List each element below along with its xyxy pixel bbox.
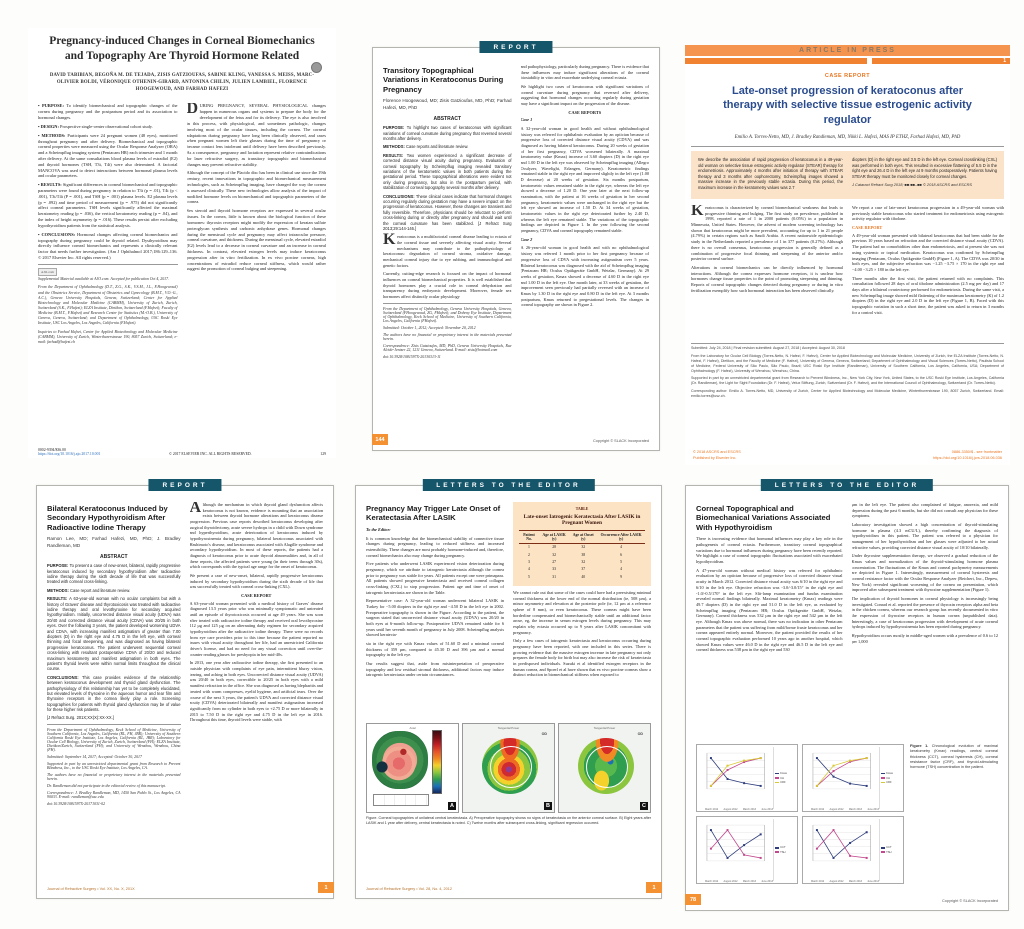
ajo-com-badge: AJO.com (38, 268, 57, 276)
paragraph: Laboratory investigation showed a high concentration of thyroid-stimulating hormone in plasma (4.3 mCU/L), thereby confirming the diagnosis of hypothyroidism in this patient. The patient was referred to a physician for management of her hypothyroidism and her glasses were adjusted to her actual refractive values, providing corrected distance visual acuity of 10/10 bilaterally. (851, 522, 998, 550)
table-row (519, 559, 645, 566)
section-heading: CASE REPORTS (568, 109, 602, 115)
article-title: Late-onset progression of keratoconus after therapy with selective tissue estrogenic activity regulator (723, 84, 972, 127)
section-banner: REPORT (479, 41, 552, 53)
paragraph: Supported in part by an unrestricted departmental grant from Research to Prevent Blindness, Inc., to the USC Roski Eye Institute, Los Angeles, CA. (47, 761, 181, 770)
data-table (513, 502, 651, 586)
table-cell: 32 (552, 552, 557, 557)
table-row (519, 551, 645, 558)
paragraph: We cannot rule out that some of the cases could have had a preexisting minimal corneal thickness at the lower end of the normal distribution (ie, 508 µm), a minor asymmetry and elevation at the posterior pole (ie, 12 µm at a reference sphere of 8 mm), or even keratoconus. These corneas might have been borderline compensated and biomechanically stable until an additional factor arose, eg, the increase in serum estrogen levels during pregnancy. This may explain why ectasia occurred up to 9 years after LASIK concomitant with pregnancy. (513, 589, 651, 635)
paragraph: Correspondence: Zisis Gatzioufas, MD, PhD, Geneva University Hospitals, Rue Alcide-Jentzer 22, 1211 Geneva, Switzerland. E-mail: zisis@hotmail.com (383, 343, 512, 352)
x-axis-labels: March 2012 August 2012 March 2013 June 2013 (811, 807, 879, 811)
orange-strip: 1 (685, 58, 1010, 64)
paragraph: Keratoconus is a multifactorial corneal disease leading to ectasia of the corneal tissue and severely affecting visual acuity. Several mechanisms may contribute to the pathophysiology of keratoconus: degradation of corneal stroma, oxidative damage, mechanical corneal injury due to eye rubbing, and immunological and genetic factors. (383, 231, 512, 268)
author-list: Florence Hoogewoud, MD; Zisis Gatzioufas, MD, PhD; Farhad Hafezi, MD, PhD (383, 98, 512, 110)
page-number-badge: 78 (685, 894, 701, 905)
table-row (519, 566, 645, 573)
table-label: TABLE (575, 507, 589, 511)
x-axis-labels: March 2012 August 2012 March 2013 June 2013 (705, 879, 773, 883)
publisher-note: © 2018 ASCRS and ESCRS Published by Elsevier Inc. (693, 450, 741, 460)
page-number: 129 (320, 452, 326, 456)
paragraph: Our results suggest that, aside from misinterpretation of preoperative topography and low residual stromal thickness, additional factors may induce iatrogenic keratectasia under certain circumstances. (366, 661, 504, 678)
paragraph: • CONCLUSIONS: Hormonal changes affecting corneal biomechanics and topography during pregnancy could be thyroid related. Dysthyroidism may directly influence corneal biomechanics and represents a clinically relevant factor that needs further investigation. (Am J Ophthalmol 2017;186:129–136. © 2017 Elsevier Inc. All rights reserved.) (38, 231, 178, 260)
figure-caption: Figure. Corneal topographies of unilateral central keratectasia. A) Preoperative topography shows no signs of keratectasia on the anterior corneal surface. B) Eight years after LASIK and 1 year after delivery, central keratectasia is noted. C) Twelve months after subsequent cross-linking, significant regression occurred. (366, 816, 651, 825)
paragraph: Case 2 (520, 236, 533, 242)
paragraph: Although the mechanism in which thyroid gland dysfunction affects keratoconus is not known, evidence is mounting that an association exists between thyroid hormone alterations and keratoconus disease progression. Previous case reports described keratoconus developing after surgical thyroidectomy, acute severe hydrops in a child with Down syndrome and hyperthyroidism, acute deterioration of keratoconus induced by hypothyroxinemia during pregnancy, bilateral keratoconus associated with Hashimoto's disease, and keratoconus associated with Alagille syndrome and secondary hypothyroidism. In most of these reports, the patients had a diagnosis of keratoconus prior to acute thyroid abnormalities and, in all of these reports, the affected patients were young (in their teens through 30s), which corresponds with the typical age range for the onset of keratoconus. (189, 502, 323, 570)
line-chart-cct-os (802, 816, 904, 884)
paragraph: Representative case: A 32-year-old woman underwent bilateral LASIK in Turkey for −5.00 diopters in the right eye and −4.50 D in the left eye in 2002. Preoperative topography is shown in the Figure. According to the patient, the surgeon stated that uncorrected distance visual acuity (UDVA) was 20/20 in both eyes at 6-month follow-up. Postoperative UDVA remained stable for 6 years until her seventh month of pregnancy in July 2008. Scheimpflug analysis showed keratecta- (366, 598, 504, 638)
author-list: DAVID TABIBIAN, BEGOÑA M. DE TEJADA, ZISIS GATZIOUFAS, SABINE KLING, VANESSA S. MEISS, MARC-OLIVIER BOLDI, VÉRONIQUE OTHENIN-GIRARD, ANTONINA CHILIN, JULIEN LAMBIEL, FLORENCE HOOGEWOUD, AND FARHAD HAFEZI (49, 72, 315, 93)
table-row (519, 574, 645, 581)
paragraph: [J Refract Surg. 201X;XX(X):XX-XX.] (47, 715, 114, 721)
page-number-badge: 144 (372, 434, 388, 445)
left-column (366, 502, 504, 720)
table-cell: 27 (552, 560, 557, 565)
topography-map-c (578, 738, 634, 794)
paragraph: A 63-year-old woman presented with a medical history of Graves' disease diagnosed 13.5 years prior who was minimally symptomatic and untreated until an episode of thyrotoxicosis occurred at age 49 years. She was soon after treated with radioactive iodine therapy and received oral levothyroxine 112 µg and 125 µg on an alternating daily regimen for secondary acquired hypothyroidism after the radioactive iodine therapy. There were no records from eye care providers prior to this time because the patient reported no issues with visual acuity throughout her life, had an unrestricted California driver's license, and had no need for any visual correction until over-the-counter reading glasses for presbyopia in her mid-40s. (189, 600, 323, 657)
column-header: Age at Onset (y) (569, 531, 597, 544)
paragraph: PURPOSE: To present a case of new-onset, bilateral, rapidly progressive keratoconus induced by secondary hypothyroidism after radioactive iodine therapy during the sixth decade of life that was successfully treated with corneal cross-linking. (47, 563, 181, 585)
table-cell: 4 (620, 567, 623, 572)
paragraph: In 2013, one year after radioactive iodine therapy, she first presented to an outside physician with complaints of eye pain, intermittent blurry vision, tearing, and aching in both eyes. Uncorrected distance visual acuity (UDVA) was 20/40 in both eyes, correctible to 20/25 in both eyes with a mild manifest refraction in the office. She was diagnosed as having blepharitis and treated with warm compresses, eyelid hygiene, and artificial tears. Over the course of the next 3 years, the patient's UDVA and corrected distance visual acuity (CDVA) deteriorated bilaterally and manifest astigmatism increased significantly from no cylinder in both eyes to +2.75 D or more bilaterally in 2015 to 7.50 D in the right eye and 4.75 D in the left eye in 2016. Throughout this time, thyroid levels were stable, with (189, 660, 323, 723)
paragraph: We describe the association of rapid progression of keratoconus in a 49-year-old woman on selective tissue estrogenic activity regulator (STEAR) therapy for endometriosis. Approximately 4 months after initiation of therapy with STEAR therapy and 3 months after oophorectomy, Scheimpflug images showed a massive increase in the previously stable ectasia. During this period, the maximum increase in the keratometry values was 2.7 (698, 157, 843, 190)
body-left-column (691, 205, 843, 341)
paragraph: A 47-year-old woman without medical history was referred for ophthalmic evaluation by an optician because of progressive loss of corrected distance visual acuity in March 2012. Corrected distance visual acuity was 6/10 in the right eye and 6/10 in the left eye. Objective refraction was -3.0/-3.0/15° in the right eye and -1.0/-0.5/170° in the left eye. Slit-lamp examination and fundus examination revealed normal findings bilaterally. Maximal keratometry (Kmax) readings were 49.7 diopters (D) in the right eye and 51.0 D in the left eye, as evaluated by Scheimpflug imaging (Pentacam HR; Oculus Optikgeräte GmbH, Wetzlar, Germany). Corneal thickness was 532 µm in the right eye and 542 µm in the left eye. Although Kmax was above normal, there was no indication in other Pentacam parameters that the patient was suffering from mild/forme fruste keratoconus and her cornea appeared entirely normal. Moreover, the patient provided the results of her corneal topographic evaluation performed 10 years ago in another hospital, which showed Kmax values were 46.0 D in the right eye and 46.5 D in the left eye and corneal thickness was 538 µm in the right eye and 530 (696, 567, 843, 653)
paragraph: The authors have no financial or proprietary interest in the materials presented herein. (383, 332, 512, 341)
abstract-box (691, 151, 1004, 199)
paragraph: doi:10.3928/1081597X-20171031-02 (47, 801, 106, 806)
page-case-report-stear (685, 45, 1010, 465)
section-heading: CASE REPORT (241, 593, 272, 599)
paragraph: To the Editor: (366, 526, 391, 532)
color-scale-bar (432, 730, 442, 794)
chart-legend: Kmax CH CRF (879, 747, 901, 809)
paragraph: Corresponding author: Emilio A. Torres-Netto, MD, University of Zurich, Center for Applied Biotechnology and Molecular Medicine, Winterthurerstrasse 190, 8057 Zurich, Switzerland. Email: emilio.torres@usz.ch. (691, 389, 1004, 398)
paragraph: From the Laboratory for Ocular Cell Biology (Torres-Netto, N. Hafezi, F. Hafezi), Center for Applied Biotechnology and Molecular Medicine, University of Zurich, the ELZA Institute (Torres-Netto, N. Hafezi, F. Hafezi), Dietikon, and the Faculty of Medicine (F. Hafezi), University of Geneva, Geneva, Switzerland; Department of Ophthalmology and Visual Sciences (Torres-Netto), Paulista School of Medicine, Federal University of São Paulo, São Paulo, Brazil; USC Roski Eye Institute (Randleman), University of Southern California, Los Angeles, California, USA; Department of Ophthalmology (F. Hafezi), University of Wenzhou, Wenzhou, China. (691, 353, 1004, 373)
abstract-heading: ABSTRACT (100, 554, 128, 561)
paragraph: There is increasing evidence that hormonal influences may play a key role in the pathogenesis of corneal ectasia. Furthermore, transitory corneal topographical variations due to hormonal influences during pregnancy have been recently reported. We highlight a case of corneal topographic fluctuations associated with exacerbated hypothyroidism. (696, 536, 843, 565)
paragraph: Submitted: October 1, 2012; Accepted: November 20, 2012 (383, 325, 476, 330)
table-cell: 37 (581, 567, 586, 572)
paragraph: It is common knowledge that the biomechanical stability of connective tissue changes during pregnancy, leading to reduced stiffness and increased extensibility. These changes are most probably hormone-induced and, therefore, corneal biomechanics also may change during pregnancy. (366, 535, 504, 558)
column-header: Occurrence After LASIK (y) (597, 531, 645, 544)
page-letter-hypothyroidism (685, 481, 1009, 911)
page-ajo-article (28, 28, 336, 458)
right-column (190, 502, 324, 868)
page-report-hypothyroidism (36, 481, 334, 899)
paragraph: diopters (D) in the right eye and 3.5 D in the left eye. Corneal crosslinking (CXL) was performed in both eyes. This resulted in excessive flattening of 5.5 D in the right eye and 26.4 D in the left eye at 9 months postoperatively. Patients having STEAR therapy must be monitored closely for corneal changes. (852, 157, 997, 179)
paragraph: A 49-year-old woman presented with bilateral keratoconus that had been stable for the previous 10 years based on refraction and the corrected distance visual acuity (CDVA). The patient had no comorbidities other than endometriosis, and at present she was not using systemic or topical medication. Keratoconus was confirmed by Scheimpflug imaging (Pentacam, Oculus Optikgeräte GmbH) (Figure 1, A). The CDVA was 20/30 in both eyes, and the subjective refraction was −1.25 −3.75 × 170 in the right eye and −4.00 −3.25 × 180 in the left eye. (852, 232, 1004, 272)
line-chart-cct-od (696, 816, 798, 884)
right-column (852, 502, 999, 740)
paragraph: CONCLUSIONS: This case provides evidence of the relationship between keratoconus development and thyroid gland dysfunction. The pathophysiology of this relationship has yet to be completely elucidated, but elevated levels of thyroxine in the aqueous humor and tear film and thyroxine receptors in the cornea likely play a role. Screening topographies for patients with thyroid gland dysfunction may be of value for these higher risk patients. (47, 674, 181, 713)
paragraph: µm in the left eye. The patient also complained of fatigue, anorexia, and mild depression during the past 6 months, but she did not consult any physician for these symptoms. (851, 502, 998, 519)
paragraph: Three months after the first visit, the patient returned with no complaints. This consultation followed 28 days of oral tibolone administration (2.5 mg per day) and 17 days after a bilateral ovariectomy performed for endometriosis. During the same visit, a new Scheimpflug image showed mild flattening of the maximum keratometry (K) of 1.2 diopters (D) in the right eye and 2.0 D in the left eye (Figure 1, B). Faced with this topographic variation in such a short time, the patient was asked to return in 3 months for a control visit. (852, 275, 1004, 315)
table-cell: 4 (620, 545, 623, 550)
eye-label: OD (637, 732, 643, 736)
table-cell: 40 (581, 574, 586, 579)
abstract-right (852, 157, 997, 193)
paragraph: A 32-year-old woman in good health and without ophthalmological history was referred for ophthalmic evaluation by an optician because of progressive loss of corrected distance visual acuity (CDVA) and was diagnosed as having bilateral keratoconus. During 20 weeks of gestation of her first pregnancy, CDVA worsened bilaterally. A maximal keratometry value (Kmax) increase of 3.60 diopters (D) in the right eye and 1.00 D in the left eye was observed by Scheimpflug imaging (Allegro Oculyzer, Wavelight, Erlangen, Germany). Keratometric findings remained stable in the right eye and improved slightly in the left eye (1.00 D decrease) at 20 weeks of gestation. Six months postpartum, keratometric values remained stable in the right eye, whereas the left eye showed a decrease of 1.20 D. One year later at the next follow-up examination, with the patient at 16 weeks of gestation in her second pregnancy, keratometric values were unchanged in the right eye but the left eye showed an increase of 1.50 D. At 34 weeks of gestation, keratometric values in the right eye deteriorated further by 2.40 D, whereas the left eye remained stable. The variations of the topographic findings are depicted in Figure 1. In the year following the second pregnancy, CDVA and corneal topography remained stable. (520, 126, 649, 234)
section-banner: LETTERS TO THE EDITOR (422, 479, 594, 491)
paragraph: From the Department of Ophthalmology, Geneva University Hospitals, Geneva, Switzerland (FHoogewoud, ZG, FHafezi); and Doheny Eye Institute, Department of Ophthalmology, Keck School of Medicine, University of Southern California, Los Angeles, California (FHafezi). (383, 306, 512, 323)
figure-block (366, 723, 651, 826)
x-axis-labels: March 2012 August 2012 March 2013 June 2013 (811, 879, 879, 883)
panel-title: Tangential Power (497, 725, 520, 730)
footnote-block (691, 346, 1004, 398)
author-list: Ramon Lee, MD; Farhad Hafezi, MD, PhD; J. Bradley Randleman, MD (47, 536, 181, 548)
paragraph: METHODS: Case reports and literature review. (383, 144, 469, 150)
chart-legend: Kmax CH CRF (773, 747, 795, 809)
topography-panel-a (366, 723, 459, 813)
paragraph: Five patients who underwent LASIK experienced vision deterioration during pregnancy, which we attribute to iatrogenic keratectasia although the cornea prior to pregnancy was stable for years. All patients except one were primapara. All patients showed progressive keratectasia and received corneal collagen cross-linking (CXL) to stop progression. Patient age and time of onset of iatrogenic keratectasia are shown in the Table. (366, 561, 504, 595)
paragraph: Hypothyroidism occurs mostly in middle-aged women with a prevalence of 0.6 to 12 per 1,000 (851, 633, 998, 644)
paragraph: Only a few cases of iatrogenic keratectasia and keratoconus occurring during pregnancy have been reported, with one included in this series. There is growing evidence that the massive estrogen increase in late pregnancy not only prepares the female body for birth but may also increase the risk of keratectasia in predisposed individuals. Suzuki et al identified estrogen receptors in the human cornea, and Spoerl et al have shown that ex vivo porcine corneas show a distinct reduction in biomechanical stiffness when exposed to (513, 638, 651, 678)
paragraph: Supported in part by an unrestricted departmental grant from Research to Prevent Blindness, Inc., New York City, New York, United States, to the USC Roski Eye Institute, Los Angeles, California (Dr. Randleman), the Light for Sight Foundation (Dr. F. Hafezi), Velux Stiftung, Zurich, Switzerland (Dr. F. Hafezi), and the International Council of Ophthalmology, Switzerland (Dr. Torres-Netto). (691, 376, 1004, 386)
panel-title: Axial (409, 725, 416, 730)
paragraph: A 26-year-old woman in good health and with no ophthalmological history was referred 1 month prior to her first pregnancy because of progressive loss of CDVA with increasing astigmatism over 5 years. Bilateral keratoconus was diagnosed with the aid of Scheimpflug imaging (Pentacam HR; Oculus Optikgeräte GmbH, Wetzlar, Germany). At 29 weeks of gestation, Kmax showed a decrease of 4.60 D in the right eye and 1.00 D in the left eye. One month later, at 33 weeks of gestation, the improvement seen previously had partially reversed with an increase of Kmax by 1.30 D in the right eye and 0.80 D in the left eye. At 3 months postpartum, Kmax returned to pregestational levels. The changes in corneal topography are shown in Figure 2. (520, 245, 649, 308)
paragraph: PURPOSE: To highlight two cases of keratoconus with significant variations of corneal curvature during pregnancy that reversed several months after delivery. (383, 125, 512, 142)
table-cell: 5 (528, 574, 530, 579)
paragraph: From the Department of Ophthalmology, Keck School of Medicine, University of Southern California, Los Angeles, California (RL, FH, JBR); University of Southern California Roski Eye Institute, Los Angeles, California (RL, JBR); Laboratory for Ocular Cell Biology, University of Zurich, Zurich, Switzerland (FH); ELZA Institute, Dietikon/Zurich, Switzerland (FH); and University of Wenzhou, Wenzhou, China (FH). (47, 727, 181, 752)
paragraph: CONCLUSIONS: These clinical cases indicate that hormonal changes occurring regularly during gestation may have a severe impact on the progression of keratoconus. However, these changes are transient and fully reversible. Therefore, physicians should be reluctant to perform cross-linking during or directly after pregnancy and should wait until the corneal curvature has been stabilized. [J Refract Surg 2013;29:144-146.] (383, 193, 512, 231)
page-report-pregnancy (372, 43, 660, 451)
table-title: Late-onset Iatrogenic Keratectasia After LASIK in Pregnant Women (523, 513, 641, 527)
table-cell: 32 (581, 560, 586, 565)
paragraph: • DESIGN: Prospective single-center observational cohort study. (38, 123, 153, 129)
article-title: Bilateral Keratoconus Induced by Secondary Hypothyroidism After Radioactive Iodine Therapy (47, 504, 168, 532)
journal-footer: Journal of Refractive Surgery • Vol. 28, No. 4, 2012 (366, 887, 452, 891)
line-chart-kmax-os (802, 744, 904, 812)
paragraph: Currently, cutting-edge research is focused on the impact of hormonal influences on corneal biomechanical properties. It is well established that thyroid hormones play a crucial role in corneal dehydration and transparency during embryonic development. Moreover, female sex hormones affect distinctly ocular physiology (383, 271, 512, 300)
paragraph: The implication of thyroid hormones in corneal physiology is increasingly being investigated. Conrad et al. reported the presence of thyroxin receptors alpha and beta in the chicken cornea, whereas our research group has recently documented in vitro the expression of thyroxine receptors in human cornea (unpublished data). Interestingly, a case of keratoconus progression with development of acute corneal hydrops induced by hypothyroxinemia has been reported during pregnancy. (851, 596, 998, 630)
chart-svg (805, 747, 879, 797)
table-cell: 3 (528, 560, 530, 565)
paragraph: and pathophysiology, particularly during pregnancy. There is evidence that these influences may induce significant alterations of the corneal biostability in vitro and exacerbate underlying corneal ectasia. (520, 64, 649, 81)
section-banner: LETTERS TO THE EDITOR (761, 479, 933, 491)
chart-svg (699, 747, 773, 797)
paragraph: DURING PREGNANCY, SEVERAL PHYSIOLOGICAL changes happen in numerous organs and systems to prepare the body for the development of the fetus and for its delivery. The eye is also involved in this process, with physiological, and sometimes pathologic, changes involving most of the ocular tissues, including the cornea. The corneal adaptations during pregnancy have long been clinically observed, and cases when pregnant women left their glasses during the time of pregnancy or became contact lens intolerant until delivery have been described previously. As a consequence, pregnancy and lactation represent relative contraindications for laser refractive surgery, as transitory topographic and biomechanical changes may prevent refractive stability. (186, 103, 326, 167)
eye-label: OD (541, 732, 547, 736)
right-column (513, 502, 651, 720)
abstract-left (698, 157, 843, 193)
paragraph: We report a case of late-onset keratoconus progression in a 49-year-old woman with previously stable keratoconus who started treatment for endometriosis using estrogenic activity regulator with tibolone. (852, 205, 1004, 222)
copyright-text: © 2017 ELSEVIER INC. ALL RIGHTS RESERVED. (169, 452, 252, 456)
table-cell: 33 (552, 567, 557, 572)
figure-caption: Figure 1. Chronological evolution of maximal keratometry (Kmax) readings, central corneal thickness (CCT), corneal hysteresis (CH), corneal resistance factor (CRF), and thyroid-stimulating hormone (TSH) concentration in the patient. (910, 744, 998, 770)
copyright-text: Copyright © SLACK Incorporated (942, 899, 998, 903)
topography-panel-c (558, 723, 651, 813)
body-column (187, 103, 327, 435)
left-column (47, 502, 181, 868)
figure-block (696, 744, 998, 884)
line-chart-kmax-od (696, 744, 798, 812)
case-report-kicker: CASE REPORT (824, 72, 871, 79)
section-heading: CASE REPORT (852, 225, 883, 231)
paragraph: We highlight two cases of keratoconus with significant variations of corneal curvature during pregnancy that reversed after delivery, suggesting that hormonal changes occurring regularly during gestation may have a significant impact on the progression of the disease. (520, 84, 649, 107)
section-banner: REPORT (148, 479, 221, 491)
paragraph: Sex steroid and thyroid hormone receptors are expressed in several ocular tissues. In the cornea, little is known about the biological function of these hormones: thyroxin receptors might modify the expression of keratan sulfate proteoglycan synthesis and carbonic anhydrase genes. Hormonal changes during the menstrual cycle and pregnancy may affect intraocular pressure, corneal curvature, and thickness. During the menstrual cycle, elevated estradiol (E2) levels lead to a decrease in corneal curvature and an increase in corneal thickness. In contrast, elevated estrogen levels may induce keratoconus progression after in vitro fertilization. In ex vivo porcine corneas, high concentrations of estradiol reduce corneal stiffness, which would rather suggest the promotion of corneal bulging and steepening. (186, 208, 326, 272)
paragraph: Submitted: July 24, 2018 | Final revision submitted: August 27, 2018 | Accepted: August 30, 2018 (691, 346, 845, 351)
letter-title: Pregnancy May Trigger Late Onset of Keratectasia After LASIK (366, 504, 501, 523)
topography-map-b (482, 738, 538, 794)
abstract-column (38, 103, 178, 435)
table-cell: 32 (581, 545, 586, 550)
paragraph: We present a case of new-onset, bilateral, rapidly progressive keratoconus induced by secondary hypothyroidism during the sixth decade of life that was successfully treated with corneal cross-linking (CXL). (189, 573, 323, 590)
page-title: Pregnancy-induced Changes in Corneal Biomechanics and Topography Are Thyroid Hormone Related (49, 35, 315, 62)
panel-c-label: C (640, 802, 648, 810)
paragraph: RESULTS: A 63-year-old woman with no ocular complaints but with a history of Graves' disease and thyrotoxicosis was treated with radioactive iodine therapy and oral levothyroxine for secondary acquired hypothyroidism. Initially, uncorrected distance visual acuity (UDVA) was 20/40 and corrected distance visual acuity (CDVA) was 20/25 in both eyes. Over the following 3 years, the patient developed worsening UDVA and CDVA, with increasing manifest astigmatism of greater than 7.00 diopters (D) in the right eye and 4.75 D in the left eye, with corneal thinning and focal steepening, and was diagnosed as having bilateral progressive keratoconus. The patient underwent sequential corneal cross-linking with resultant postoperative CDVA of 20/20 and reduced maximum keratometry and manifest astigmatism in both eyes. The patient's thyroid levels were within normal limits throughout the clinical course. (47, 596, 181, 672)
chart-legend: CCT TSH (879, 819, 901, 881)
chart-svg (805, 819, 879, 869)
table-cell: 4 (528, 567, 530, 572)
column-header: Patient No. (519, 531, 539, 544)
table-cell: 5 (620, 560, 623, 565)
paragraph: METHODS: Case report and literature review. (47, 587, 131, 593)
table-cell: 28 (552, 545, 557, 550)
table-row (519, 544, 645, 552)
doi-link[interactable]: https://doi.org/10.1016/j.ajo.2017.10.001 (38, 452, 101, 456)
article-in-press-banner: ARTICLE IN PRESS (685, 45, 1010, 56)
panel-a-label: A (448, 802, 456, 810)
paragraph: • RESULTS: Significant differences in corneal biomechanical and topographic parameters were found during pregnancy in relation to T3t (p = .01), T4t (p < .001), T3t/T4t (P = .001), and TSH (p = .001) plasma levels. E2 plasma levels (p = .092) and time period of measurement (p = .975) did not significantly affect corneal parameters. TSH levels significantly affected the maximal keratometry reading (p = .036), the vertical keratometry reading (p = .04), and the index of height asymmetry (p = .016). These results persist after excluding hypothyroidism patients from the statistical analysis. (38, 182, 178, 228)
paragraph: doi:10.3928/1081597X-20130313-11 (383, 354, 441, 359)
paragraph: Dr. Randleman did not participate in the editorial review of this manuscript. (47, 783, 166, 788)
chart-legend: CCT TSH (773, 819, 795, 881)
letter-title: Corneal Topographical and Biomechanical Variations Associated With Hypothyroidism (696, 504, 831, 532)
paragraph: Although the concept of the Placido disc has been in clinical use since the 19th century, recent innovations in topographic and biomechanical measurement technologies, such as Scheimpflug imaging, have changed the way the cornea is assessed clinically. These new technologies allow analysis of the impact of modified hormone levels on biomechanical and topographic parameters of the cornea. (186, 170, 326, 205)
author-list: Emilio A. Torres-Netto, MD, J. Bradley Randleman, MD, Nikki L. Hafezi, MAS IP ETHZ, Farhad Hafezi, MD, PhD (734, 135, 961, 141)
paragraph: RESULTS: Two women experienced a significant decrease of corrected distance visual acuity during pregnancy. Evaluation of corneal topography by Scheimpflug imaging revealed transitory variations of the keratometric values in both patients during the gestational period. These topographical alterations were evident not only during pregnancy, but also in the postpartum period, with stabilization of corneal topography several months after delivery. (383, 152, 512, 191)
body-right-column (852, 205, 1004, 341)
topography-panel-b (462, 723, 555, 813)
paragraph: Supplemental Material available at AJO.com. Accepted for publication Oct 4, 2017. (38, 277, 170, 282)
values-strip (373, 794, 429, 806)
crossmark-icon (311, 62, 322, 73)
panel-title: Tangential Power (593, 725, 616, 730)
paragraph: Case 1 (520, 117, 533, 123)
article-title: Transitory Topographical Variations in Keratoconus During Pregnancy (383, 66, 504, 94)
left-column (383, 64, 512, 426)
paragraph: Submitted: September 14, 2017; Accepted: October 30, 2017 (47, 754, 142, 759)
column-header: Age at LASIK (y) (539, 531, 569, 544)
left-column (696, 502, 843, 740)
doi-note: 0886-3350/$ - see frontmatter https://doi.org/10.1016/j.jcrs.2018.06.036 (933, 450, 1002, 460)
paragraph: • METHODS: Participants were 24 pregnant women (48 eyes), monitored throughout pregnancy and after delivery. Biomechanical and topographic corneal properties were measured using the Ocular Response Analyzer (ORA) and a Scheimpflug imaging system (Pentacam HR) each trimester and 1 month after delivery. At the same consultations blood plasma levels of estradiol (E2) and thyroid hormones (TSH, T3t, T4t) were also determined. A factorial MANCOVA was used to detect interactions between hormonal plasma levels and ocular parameters. (38, 132, 178, 179)
panel-b-label: B (544, 802, 552, 810)
copyright-text: Copyright © SLACK Incorporated (593, 439, 649, 443)
journal-footer: Journal of Refractive Surgery • Vol. XX, No. X, 201X (47, 887, 135, 891)
x-axis-labels: March 2012 August 2012 March 2013 June 2013 (705, 807, 773, 811)
chart-svg (699, 819, 773, 869)
page-footer (38, 448, 326, 456)
paragraph: The authors have no financial or proprietary interest in the materials presented herein. (47, 772, 181, 781)
table-cell: 2 (528, 552, 530, 557)
page-number-badge: 1 (318, 882, 334, 893)
right-column (521, 64, 650, 426)
table-cell: 38 (581, 552, 586, 557)
keratectasia-table (519, 530, 645, 581)
page-footer (693, 450, 1002, 461)
doi-link[interactable]: https://doi.org/10.1016/j.jcrs.2018.06.036 (933, 455, 1002, 460)
paragraph: Under thyroxine supplementation therapy, we observed a gradual reduction of the Kmax values and normalization of the thyroid-stimulating hormone plasma concentration. The fluctuations of the Kmax and corneal pachymetry measurements are depicted in Figure 1. Interestingly, measurement of corneal hysteresis and corneal resistance factor with the Ocular Response Analyzer (Reichert, Inc., Depew, New York) revealed significant worsening of the cornea on presentation, which improved after subsequent treatment with thyroxine supplementation (Figure 1). (851, 553, 998, 593)
chart-grid (696, 744, 904, 884)
table-cell: 9 (620, 574, 623, 579)
paragraph: sia in the right eye with Kmax values of 51.60 D and a minimal corneal thickness of 359 µm, compared to 45.30 D and 396 µm and a normal topography in the left eye. (366, 641, 504, 658)
table-cell: 6 (620, 552, 623, 557)
page-number-badge: 1 (646, 882, 662, 893)
issn-code: 0002-9394/$36.00 https://doi.org/10.1016/j.ajo.2017.10.001 (38, 448, 101, 456)
paragraph: Correspondence: J. Bradley Randleman, MD, 1450 San Pablo St., Los Angeles, CA 90033. E-mail: randleman@usc.edu (47, 790, 181, 799)
paragraph: Alterations in corneal biomechanics can be directly influenced by hormonal interactions. Although the cornea expresses hormone receptors, it is unclear how hormones change tissue properties to the point of promoting steepening and thinning. Reports of corneal topographic changes detected during pregnancy or during in vitro fertilization exemplify how such hormonal interaction has been observed clinically. (691, 264, 843, 293)
table-cell: 31 (552, 574, 557, 579)
paragraph: Keratoconus is characterized by corneal biomechanical weakness that leads to progressive thinning and bulging. The first study on prevalence, published in 1998, reported a rate of 1 in 2000 patients (0.05%) in a population in Minnesota, United States. However, the advent of modern screening technology has shown that keratoconus might be more prevalent, accounting for up to 1 in 21 people (4.79%) in certain regions such as Saudi Arabia. A recent nationwide epidemiologic study in the Netherlands reported a prevalence of 1 in 377 patients (0.27%). Although there is no overall consensus, keratoconus progression is generally defined as a combination of progressive focal thinning and steepening of the anterior and/or posterior corneal surface. (691, 205, 843, 262)
paragraph: • PURPOSE: To identify biomechanical and topographic changes of the cornea during pregnancy and the postpartum period and its association to hormonal changes. (38, 103, 178, 121)
abstract-heading: ABSTRACT (433, 116, 461, 123)
paragraph: Inquiries to Farhad Hafezi, Center for Applied Biotechnology and Molecular Medicine (CABMM), University of Zurich, Winterthurerstrasse 190, 8057 Zurich, Switzerland; e-mail: farhad@hafezi.ch (38, 329, 178, 344)
topography-map-a (372, 731, 428, 789)
page-letter-lasik (355, 481, 662, 899)
table-cell: 1 (528, 545, 530, 550)
paragraph: J Cataract Refract Surg 2018; ■■:■■–■■ © 2018 ASCRS and ESCRS (852, 182, 972, 188)
paragraph: From the Department of Ophthalmology (D.T., Z.G., S.K., V.S.M., J.L., F.Hoogewoud) and the Obstetrics Service, Department of Obstetrics and Gynecology (B.M.T., V.O.-G., A.C.), Geneva University Hospitals, Geneva, Switzerland; Center for Applied Biotechnology and Molecular Medicine (CABMM), University of Zurich, Zurich, Switzerland (S.K., F.Hafezi); ELZA Institute, Dietikon, Switzerland (F.Hafezi); Faculty of Medicine (B.M.T., F.Hafezi) and Research Center for Statistics (M.-O.B.), University of Geneva, Geneva, Switzerland; and Department of Ophthalmology, USC Roski Eye Institute, USC Los Angeles, Los Angeles, California (F.Hafezi). (38, 285, 178, 326)
